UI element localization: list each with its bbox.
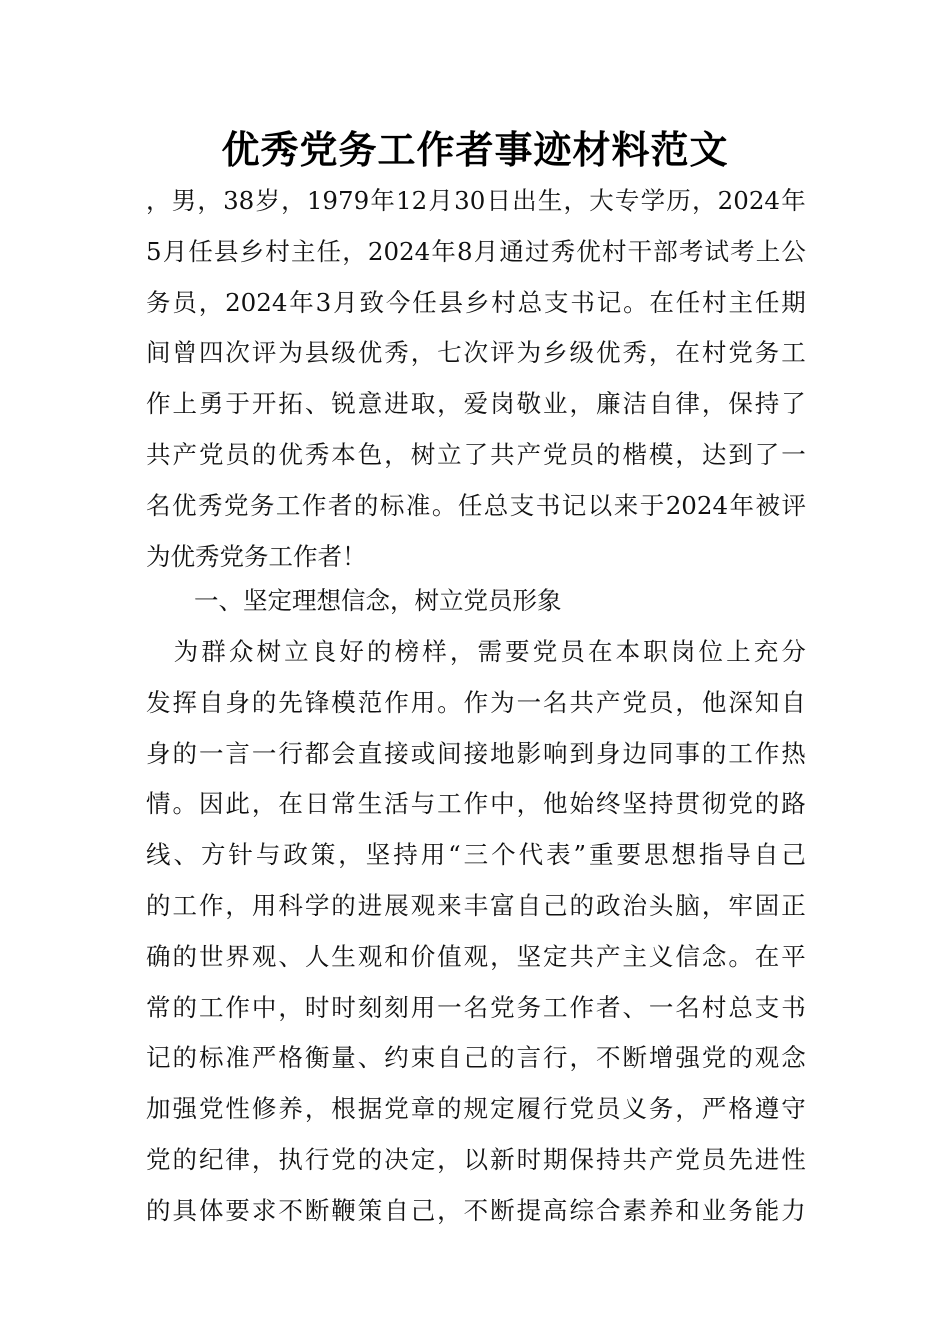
paragraph-section1 [146,627,806,1237]
paragraph-line: 身 的 一 言 一 行 都 会 直 接 或 间 接 地 影 响 到 身 边 同 事 的 工 作 热 [146,738,806,768]
paragraph-intro [146,176,806,582]
paragraph-line: 名 优 秀 党 务 工 作 者 的 标 准 。 任 总 支 书 记 以 来 于 2024 年 被 评 [146,490,806,520]
paragraph-line: 间 曾 四 次 评 为 县 级 优 秀 ， 七 次 评 为 乡 级 优 秀 ， 在 村 党 务 工 [146,338,806,368]
paragraph-line: 5 月 任 县 乡 村 主 任 ， 2024 年 8 月 通 过 秀 优 村 干 部 考 试 考 上 公 [146,236,806,266]
document-title: 优秀党务工作者事迹材料范文 [221,128,729,172]
section-heading: 一、坚定理想信念，树立党员形象 [194,586,562,615]
paragraph-line: 为 群 众 树 立 良 好 的 榜 样 ， 需 要 党 员 在 本 职 岗 位 上 充 分 [173,637,806,666]
paragraph-line: 作 上 勇 于 开 拓 、 锐 意 进 取 ， 爱 岗 敬 业 ， 廉 洁 自 律 ， 保 持 了 [146,389,806,419]
paragraph-line: 确 的 世 界 观 、 人 生 观 和 价 值 观 ， 坚 定 共 产 主 义 信 念 。 在 平 [146,941,806,971]
paragraph-line: 发 挥 自 身 的 先 锋 模 范 作 用 。 作 为 一 名 共 产 党 员 ， 他 深 知 自 [146,687,806,717]
paragraph-line: 常 的 工 作 中 ， 时 时 刻 刻 用 一 名 党 务 工 作 者 、 一 名 村 总 支 书 [146,992,806,1022]
paragraph-line: ， 男 ， 38 岁 ， 1979 年 12 月 30 日 出 生 ， 大 专 学 历 ， 2024 年 [146,186,806,215]
paragraph-line: 加 强 党 性 修 养 ， 根 据 党 章 的 规 定 履 行 党 员 义 务 ， 严 格 遵 守 [146,1094,806,1124]
paragraph-line: 共 产 党 员 的 优 秀 本 色 ， 树 立 了 共 产 党 员 的 楷 模 ， 达 到 了 一 [146,439,806,469]
paragraph-line: 务 员 ， 2024 年 3 月 致 今 任 县 乡 村 总 支 书 记 。 在 任 村 主 任 期 [146,287,806,317]
paragraph-line: 的 工 作 ， 用 科 学 的 进 展 观 来 丰 富 自 己 的 政 治 头 脑 ， 牢 固 正 [146,890,806,920]
paragraph-line: 线 、 方 针 与 政 策 ， 坚 持 用 “ 三 个 代 表 ” 重 要 思 想 指 导 自 己 [146,840,806,870]
paragraph-line: 党 的 纪 律 ， 执 行 党 的 决 定 ， 以 新 时 期 保 持 共 产 党 员 先 进 性 [146,1144,806,1174]
paragraph-line: 情 。 因 此 ， 在 日 常 生 活 与 工 作 中 ， 他 始 终 坚 持 贯 彻 党 的 路 [146,789,806,819]
paragraph-line: 记 的 标 准 严 格 衡 量 、 约 束 自 己 的 言 行 ， 不 断 增 强 党 的 观 念 [146,1043,806,1073]
paragraph-line: 为优秀党务工作者！ [146,541,367,571]
paragraph-line: 的 具 体 要 求 不 断 鞭 策 自 己 ， 不 断 提 高 综 合 素 养 和 业 务 能 力 [146,1195,806,1225]
